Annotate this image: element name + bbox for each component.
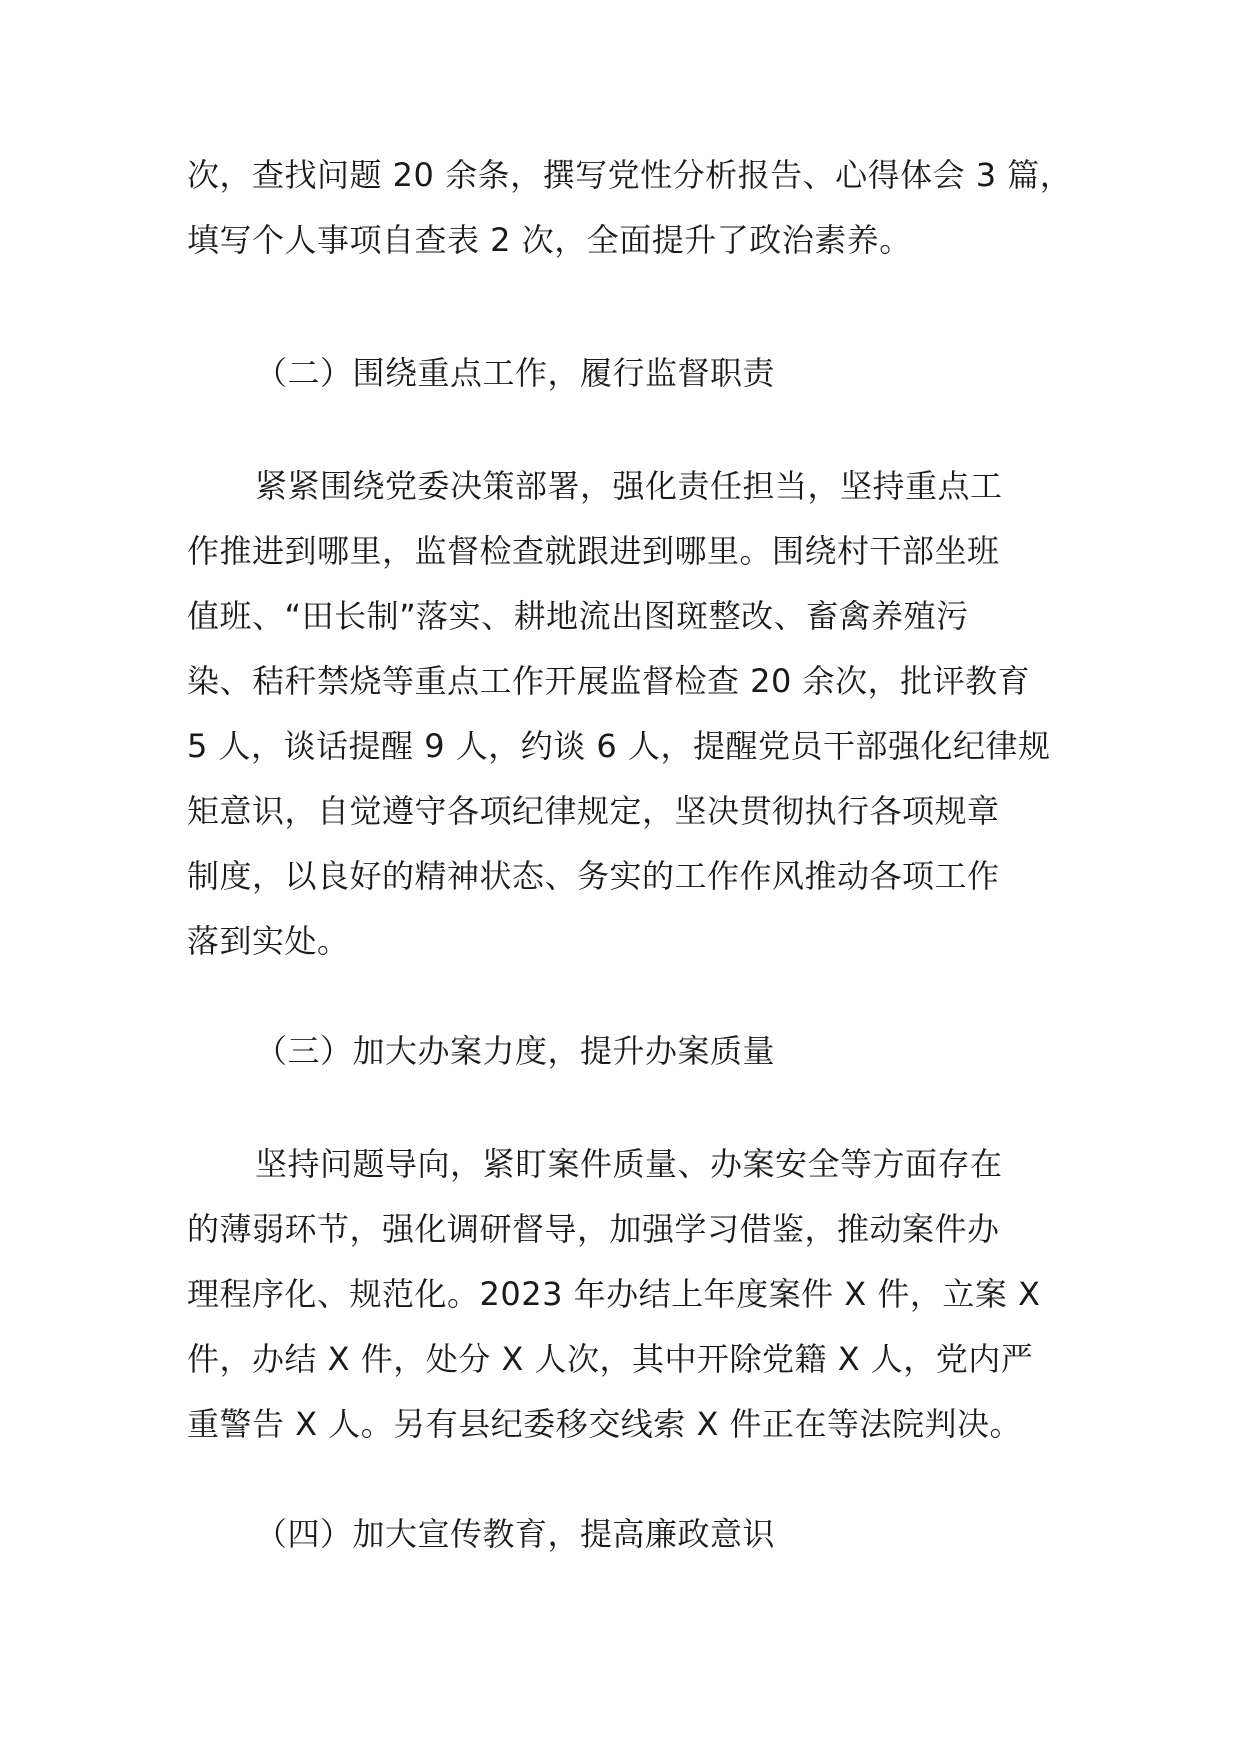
paragraph-line: 的薄弱环节，强化调研督导，加强学习借鉴，推动案件办 <box>187 1210 1000 1248</box>
paragraph-line: 次，查找问题 20 余条，撰写党性分析报告、心得体会 3 篇， <box>187 156 1073 194</box>
paragraph-line: 件，办结 X 件，处分 X 人次，其中开除党籍 X 人，党内严 <box>187 1340 1034 1378</box>
paragraph-line: 坚持问题导向，紧盯案件质量、办案安全等方面存在 <box>255 1145 1003 1183</box>
paragraph-line: 制度，以良好的精神状态、务实的工作作风推动各项工作 <box>187 857 1000 895</box>
section-2-paragraph <box>187 454 1087 974</box>
section-heading: （二）围绕重点工作，履行监督职责 <box>255 354 776 392</box>
paragraph-line: 染、秸秆禁烧等重点工作开展监督检查 20 余次，批评教育 <box>187 662 1031 700</box>
section-heading: （三）加大办案力度，提升办案质量 <box>255 1032 776 1070</box>
paragraph-line: 紧紧围绕党委决策部署，强化责任担当，坚持重点工 <box>255 467 1003 505</box>
section-heading-4 <box>187 1502 1087 1567</box>
section-heading-3 <box>187 1019 1087 1084</box>
paragraph-line: 填写个人事项自查表 2 次，全面提升了政治素养。 <box>187 221 912 259</box>
section-heading-2 <box>187 341 1087 406</box>
paragraph-line: 作推进到哪里，监督检查就跟进到哪里。围绕村干部坐班 <box>187 532 1000 570</box>
paragraph-line: 矩意识，自觉遵守各项纪律规定，坚决贯彻执行各项规章 <box>187 792 1000 830</box>
section-heading: （四）加大宣传教育，提高廉政意识 <box>255 1515 776 1553</box>
continuation-paragraph <box>187 143 1087 273</box>
paragraph-line: 重警告 X 人。另有县纪委移交线索 X 件正在等法院判决。 <box>187 1405 1023 1443</box>
paragraph-line: 5 人，谈话提醒 9 人，约谈 6 人，提醒党员干部强化纪律规 <box>187 727 1051 765</box>
paragraph-line: 落到实处。 <box>187 922 350 960</box>
paragraph-line: 理程序化、规范化。2023 年办结上年度案件 X 件，立案 X <box>187 1275 1041 1313</box>
section-3-paragraph <box>187 1132 1087 1457</box>
paragraph-line: 值班、“田长制”落实、耕地流出图斑整改、畜禽养殖污 <box>187 597 969 635</box>
